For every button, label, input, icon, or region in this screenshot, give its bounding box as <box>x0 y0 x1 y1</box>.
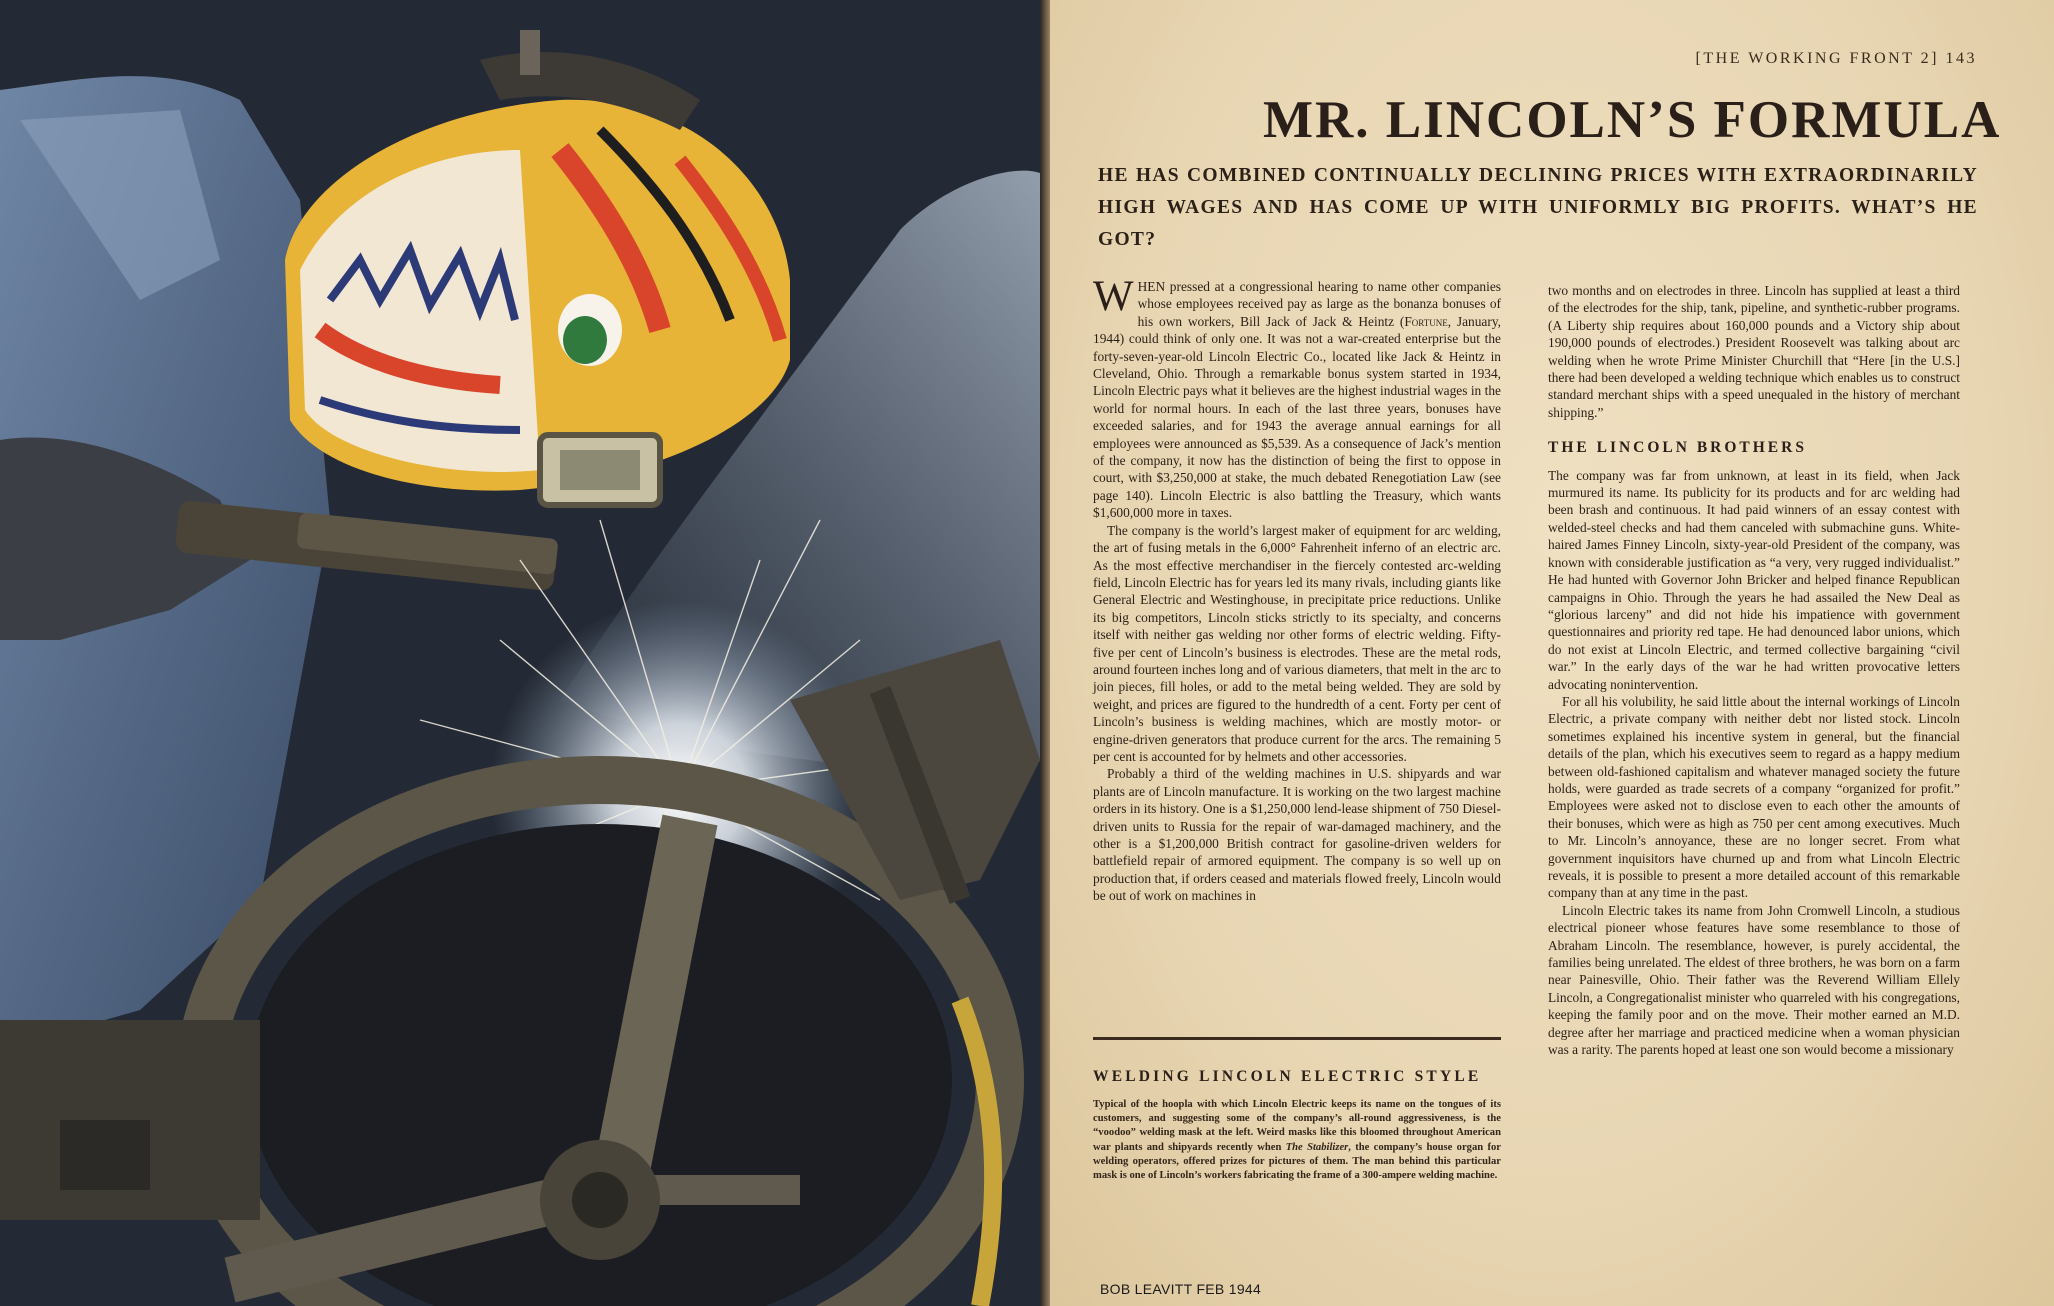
caption-text: Typical of the hoopla with which Lincoln Electric keeps its name on the tongues of its customers, and suggesting some of the company’s all-round aggressiveness, is the “voodoo” welding mask at the left. Weird masks like this bloomed throughout American war plants and shipyards recently when <box>1093 1099 1501 1153</box>
photo-caption <box>1093 1098 1501 1183</box>
paragraph: For all his volubility, he said little about the internal workings of Lincoln Electric, a private company with neither debt nor listed stock. Lincoln sometimes explained his incentive system in general, but the financial details of the plan, which his executives seem to regard as a happy medium between old-fashioned capitalism and whatever managed society the future holds, were guarded as trade secrets of a company “organized for profit.” Employees were asked not to disclose even to each other the amounts of their bonuses, which were as high as 750 per cent among executives. Much to Mr. Lincoln’s annoyance, these are no longer secret. From what government inquisitors have churned up and from what Lincoln Electric reveals, it is possible to present a more detailed account of this remarkable company than at any time in the past. <box>1548 693 1960 901</box>
paragraph: Lincoln Electric takes its name from John Cromwell Lincoln, a studious electrical pioneer whose features have some resemblance to those of Abraham Lincoln. The resemblance, however, is purely accidental, the families being unrelated. The eldest of three brothers, he was born on a farm near Painesville, Ohio. Their father was the Reverend William Ellely Lincoln, a Congregationalist minister who quarreled with his congregations, keeping the family poor and on the move. Their mother earned an M.D. degree after her marriage and practiced medicine when a woman physician was a rarity. The parents hoped at least one son would become a missionary <box>1548 902 1960 1058</box>
caption-divider <box>1093 1037 1501 1040</box>
magazine-name: Fortune <box>1404 313 1448 329</box>
deck-line-2: HIGH WAGES AND HAS COME UP WITH UNIFORMLY BIG PROFITS. WHAT’S HE GOT? <box>1098 197 1978 250</box>
running-head: [THE WORKING FRONT 2] 143 <box>1695 50 1977 67</box>
article-page <box>1050 0 2054 1306</box>
photo-credit: BOB LEAVITT FEB 1944 <box>1100 1281 1262 1297</box>
paragraph <box>1093 273 1501 522</box>
section-heading: THE LINCOLN BROTHERS <box>1548 439 1807 457</box>
paragraph: two months and on electrodes in three. Lincoln has supplied at least a third of the electrodes for the ship, tank, pipeline, and synthetic-rubber programs. (A Liberty ship requires about 160,000 pounds and a Victory ship about 190,000 pounds of electrodes.) President Roosevelt was talking about arc welding when he wrote Prime Minister Churchill that “Here [in the U.S.] there had been developed a welding technique which enables us to construct standard merchant ships with a speed unequaled in the history of merchant shipping.” <box>1548 283 1960 420</box>
caption-text: , the company’s house organ for welding operators, offered prizes for pictures of them. The man behind this particular mask is one of Lincoln’s workers fabricating the frame of a 300-ampere welding machine. <box>1093 1141 1502 1182</box>
article-deck <box>1098 160 1978 256</box>
paragraph-text: HEN pressed at a congressional hearing to name other companies whose employees received pay as large as the bonanza bonuses of his own workers, Bill Jack of Jack & Heintz ( <box>1137 279 1501 329</box>
paragraph: Probably a third of the welding machines in U.S. shipyards and war plants are of Lincoln manufacture. It is working on the two largest machine orders in its history. One is a $1,250,000 lend-lease shipment of 750 Diesel-driven units to Russia for the repair of war-damaged machinery, and the other is a $1,200,000 British contract for gasoline-driven welders for battlefield repair of armored equipment. The company is so well up on production that, if orders ceased and materials flowed freely, Lincoln would be out of work on machines in <box>1093 766 1501 904</box>
left-column <box>1093 273 1501 905</box>
paragraph: The company was far from unknown, at least in its field, when Jack murmured its name. Its publicity for its products and for arc welding had been brash and continuous. It had paid winners of an essay contest with welded-steel checks and had them canceled with submachine guns. White-haired James Finney Lincoln, sixty-year-old President of the company, was known with considerable justification as “a very, very rugged individualist.” He had hunted with Governor John Bricker and helped finance Republican campaigns in Ohio. Through the years he had assailed the New Deal as “glorious larceny” and did not hide his impatience with government questionnaires and priority red tape. He had denounced labor unions, which do not exist at Lincoln Electric, and termed collective bargaining “civil war.” In the early days of the war he had written provocative letters advocating nonintervention. <box>1548 467 1960 692</box>
caption-heading: WELDING LINCOLN ELECTRIC STYLE <box>1093 1068 1482 1085</box>
drop-cap: W <box>1093 273 1134 320</box>
caption-italic: The Stabilizer <box>1285 1141 1349 1153</box>
right-column <box>1548 282 1960 1058</box>
article-headline: MR. LINCOLN’S FORMULA <box>1263 91 2002 149</box>
paragraph: The company is the world’s largest maker of equipment for arc welding, the art of fusing metals in the 6,000° Fahrenheit inferno of an electric arc. As the most effective merchandiser in the fiercely contested arc-welding field, Lincoln Electric has for years led its many rivals, including giants like General Electric and Westinghouse, in precipitate price reductions. Unlike its big competitors, Lincoln sticks strictly to its specialty, and concerns itself with neither gas welding nor other forms of electric welding. Fifty-five per cent of Lincoln’s business is electrodes. These are the metal rods, around fourteen inches long and of various diameters, that melt in the arc to join pieces, fill holes, or add to the metal being welded. They are sold by weight, and prices are figured to the hundredth of a cent. Forty per cent of Lincoln’s business is welding machines, which are mostly motor- or engine-driven generators that produce current for the arcs. The remaining 5 per cent is accounted for by helmets and other accessories. <box>1093 522 1501 764</box>
paragraph-text: , January, 1944) could think of only one. It was not a war-created enterprise but the forty-seven-year-old Lincoln Electric Co., located like Jack & Heintz in Cleveland, Ohio. Through a remarkable bonus system started in 1934, Lincoln Electric pays what it believes are the highest industrial wages in the world for normal hours. In each of the last three years, bonuses have exceeded salaries, and for 1943 the average annual earnings for all employees were announced as $5,539. As a consequence of Jack’s mention of the company, it now has the distinction of being the first to oppose in court, with $3,250,000 at stake, the much debated Renegotiation Law (see page 140). Lincoln Electric is also battling the Treasury, which wants $1,600,000 more in taxes. <box>1093 313 1501 521</box>
deck-line-1: HE HAS COMBINED CONTINUALLY DECLINING PRICES WITH EXTRAORDINARILY <box>1098 165 1978 186</box>
